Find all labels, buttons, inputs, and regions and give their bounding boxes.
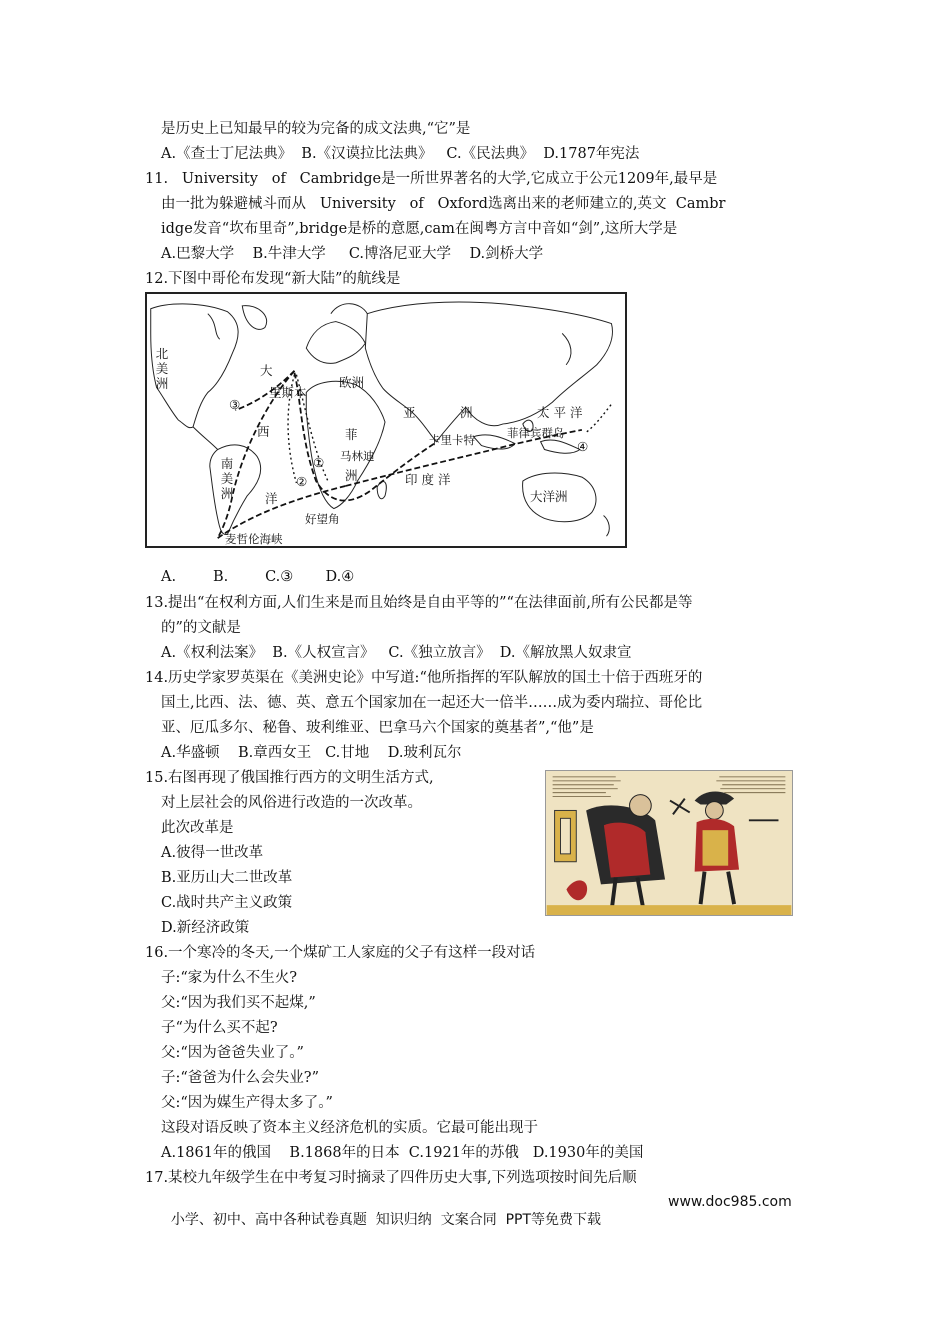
q12-stem: 12.下图中哥伦布发现“新大陆”的航线是 bbox=[145, 271, 401, 287]
label-indian-ocean: 印 度 洋 bbox=[405, 472, 451, 487]
q14-stem: 14.历史学家罗英渠在《美洲史论》中写道:“他所指挥的军队解放的国土十倍于西班牙的 bbox=[145, 670, 703, 686]
q10-options: A.《查士丁尼法典》 B.《汉谟拉比法典》 C.《民法典》 D.1787年宪法 bbox=[161, 146, 640, 162]
q13-stem: 13.提出“在权利方面,人们生来是而且始终是自由平等的”“在法律面前,所有公民都是等 bbox=[145, 595, 693, 611]
label-philippines: 菲律宾群岛 bbox=[507, 426, 565, 440]
q11-options: A.巴黎大学 B.牛津大学 C.博洛尼亚大学 D.剑桥大学 bbox=[161, 246, 544, 262]
q15-stem-3: 此次改革是 bbox=[161, 820, 234, 836]
route-map bbox=[145, 292, 627, 548]
q15-stem: 15.右图再现了俄国推行西方的文明生活方式, bbox=[145, 770, 434, 786]
q11-stem: 11. University of Cambridge是一所世界著名的大学,它成立于公元1209年,最早是 bbox=[145, 171, 718, 187]
label-europe: 欧洲 bbox=[339, 375, 365, 390]
label-atlantic-yang: 洋 bbox=[265, 491, 278, 506]
q15-option-d: D.新经济政策 bbox=[161, 920, 250, 936]
q14-stem-2: 国土,比西、法、德、英、意五个国家加在一起还大一倍半……成为委内瑞拉、哥伦比 bbox=[161, 695, 703, 711]
label-cape-of-good-hope: 好望角 bbox=[305, 512, 340, 526]
q17-stem: 17.某校九年级学生在中考复习时摘录了四件历史大事,下列选项按时间先后顺 bbox=[145, 1170, 637, 1186]
q14-options: A.华盛顿 B.章西女王 C.甘地 D.玻利瓦尔 bbox=[161, 745, 462, 761]
label-africa-zhou: 洲 bbox=[345, 468, 358, 483]
label-atlantic-xi: 西 bbox=[257, 424, 270, 439]
dialogue-line-4: 父:“因为爸爸失业了。” bbox=[161, 1045, 304, 1061]
q11-stem-2: 由一批为躲避械斗而从 University of Oxford选离出来的老师建立的,英文 Cambr bbox=[161, 196, 726, 212]
dialogue-line-3: 子“为什么买不起? bbox=[161, 1020, 278, 1036]
route-marker-1: ① bbox=[313, 455, 325, 470]
label-south-america: 南美洲 bbox=[220, 456, 234, 501]
q10-stem-end: 是历史上已知最早的较为完备的成文法典,“它”是 bbox=[161, 121, 471, 137]
label-north-america: 北美洲 bbox=[155, 346, 169, 391]
dialogue-line-2: 父:“因为我们买不起煤,” bbox=[161, 995, 316, 1011]
route-marker-2: ② bbox=[296, 474, 308, 489]
q15-option-b: B.亚历山大二世改革 bbox=[161, 870, 293, 886]
route-marker-3: ③ bbox=[229, 397, 241, 412]
dialogue-line-1: 子:“家为什么不生火? bbox=[161, 970, 298, 986]
label-asia-ya: 亚 bbox=[403, 405, 416, 420]
map-drawing bbox=[147, 294, 625, 546]
label-asia-zhou: 洲 bbox=[460, 405, 473, 420]
label-lisbon: 里斯本 bbox=[269, 385, 307, 400]
label-oceania: 大洋洲 bbox=[530, 489, 568, 504]
q16-options: A.1861年的俄国 B.1868年的日本 C.1921年的苏俄 D.1930年的美国 bbox=[161, 1145, 644, 1161]
woodcut-drawing bbox=[546, 771, 792, 915]
q16-stem: 16.一个寒冷的冬天,一个煤矿工人家庭的父子有这样一段对话 bbox=[145, 945, 536, 961]
peter-reform-woodcut-image bbox=[545, 770, 793, 916]
dialogue-line-5: 子:“爸爸为什么会失业?” bbox=[161, 1070, 319, 1086]
footer-text: 小学、初中、高中各种试卷真题 知识归纳 文案合同 PPT等免费下载 bbox=[170, 1212, 602, 1228]
label-malindi: 马林迪 bbox=[340, 449, 375, 463]
q15-stem-2: 对上层社会的风俗进行改造的一次改革。 bbox=[161, 795, 422, 811]
q15-option-a: A.彼得一世改革 bbox=[161, 845, 264, 861]
route-marker-4: ④ bbox=[577, 439, 589, 454]
q15-option-c: C.战时共产主义政策 bbox=[161, 895, 293, 911]
label-pacific: 太 平 洋 bbox=[537, 405, 583, 420]
page-footer bbox=[162, 1193, 792, 1247]
q13-stem-2: 的”的文献是 bbox=[161, 620, 241, 636]
q11-stem-3: idge发音“坎布里奇”,bridge是桥的意愿,cam在闽粤方言中音如“剑”,这所大学是 bbox=[161, 221, 678, 237]
label-atlantic-da: 大 bbox=[260, 363, 273, 378]
dialogue-line-6: 父:“因为媒生产得太多了。” bbox=[161, 1095, 333, 1111]
q13-options: A.《权利法案》 B.《人权宣言》 C.《独立放言》 D.《解放黑人奴隶宣 bbox=[161, 645, 632, 661]
label-magellan-strait: 麦哲伦海峡 bbox=[225, 532, 283, 546]
q14-stem-3: 亚、厄瓜多尔、秘鲁、玻利维亚、巴拿马六个国家的奠基者”,“他”是 bbox=[161, 720, 594, 736]
q12-options: A. B. C.③ D.④ bbox=[161, 569, 355, 585]
label-africa-fei: 菲 bbox=[345, 427, 358, 442]
label-calicut: 卡里卡特 bbox=[429, 433, 475, 447]
footer-url[interactable]: www.doc985.com bbox=[668, 1194, 792, 1210]
q16-question: 这段对语反映了资本主义经济危机的实质。它最可能出现于 bbox=[161, 1120, 538, 1136]
